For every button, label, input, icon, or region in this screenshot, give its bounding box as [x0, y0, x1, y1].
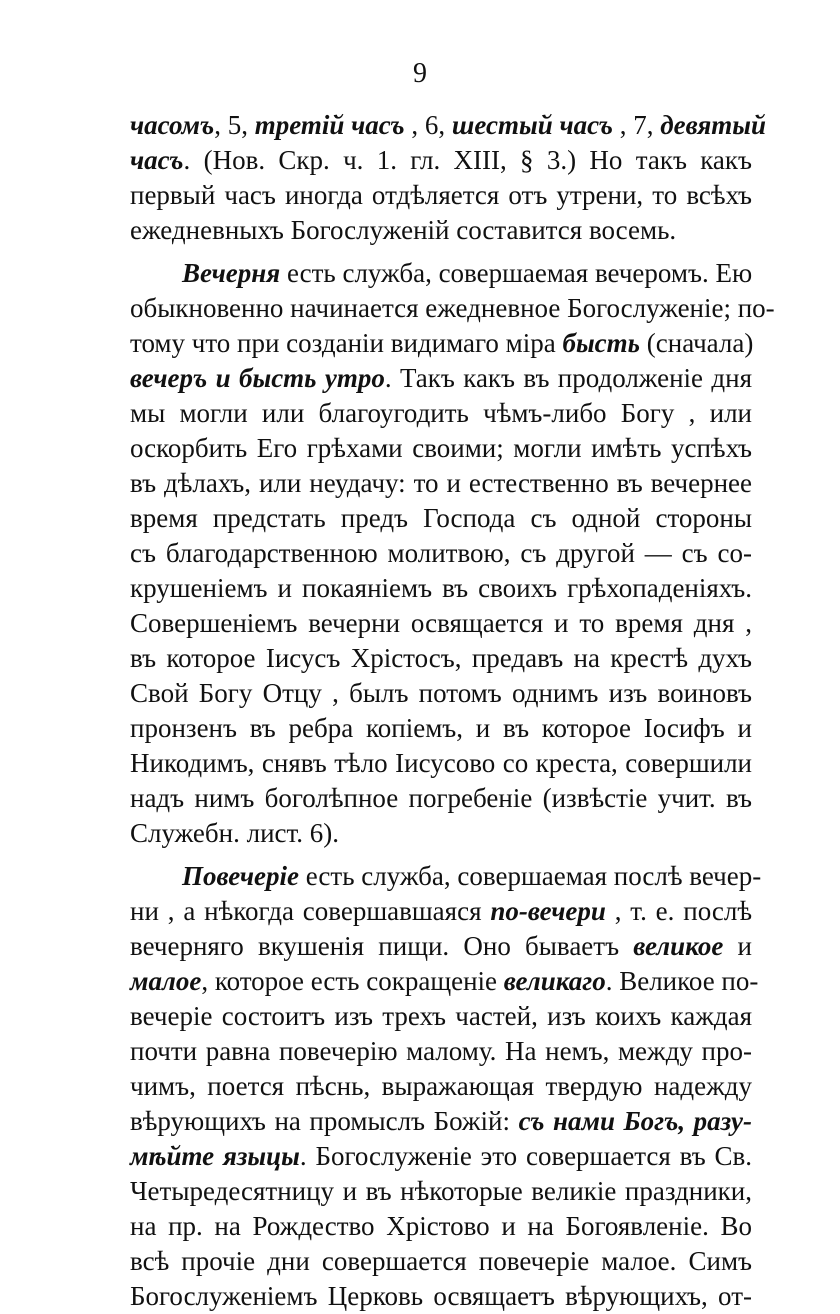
- italic-phrase: девятый: [660, 110, 767, 140]
- text-segment: , 5,: [214, 110, 255, 140]
- text-line: [130, 361, 752, 396]
- text-segment: въ дѣлахъ, или неудачу: то и естественно въ вечернее: [130, 468, 752, 498]
- text-segment: крушеніемъ и покаяніемъ въ своихъ грѣхопаденіяхъ.: [130, 573, 752, 603]
- italic-phrase: съ нами Богъ, разу-: [518, 1106, 752, 1136]
- text-segment: съ благодарственною молитвою, съ другой — съ со-: [130, 538, 752, 568]
- text-line: [130, 396, 752, 431]
- text-segment: (сначала): [640, 328, 754, 358]
- text-segment: вѣрующихъ на промыслъ Божій:: [130, 1106, 519, 1136]
- text-segment: , т. е. послѣ: [605, 896, 752, 926]
- italic-phrase: третій часъ: [254, 110, 405, 140]
- text-line: [130, 108, 767, 143]
- text-line: [130, 641, 752, 676]
- text-line: [130, 746, 752, 781]
- italic-phrase: мѣйте языцы: [130, 1141, 300, 1171]
- italic-phrase: шестый часъ: [451, 110, 614, 140]
- text-line: [130, 929, 752, 964]
- text-line: [130, 1244, 752, 1279]
- text-segment: . Такъ какъ въ продолженіе дня: [384, 363, 752, 393]
- text-segment: ни , а нѣкогда совершавшаяся: [130, 896, 491, 926]
- paragraph: [130, 108, 767, 248]
- paragraph-gap: [130, 248, 752, 256]
- text-line: [130, 859, 762, 894]
- text-segment: . Богослуженіе это совершается въ Св.: [299, 1141, 752, 1171]
- italic-phrase: Вечерня: [182, 258, 281, 288]
- italic-phrase: малое: [130, 966, 202, 996]
- italic-phrase: вечеръ и бысть утро: [130, 363, 385, 393]
- text-line: [130, 431, 752, 466]
- text-line: [130, 1034, 752, 1069]
- text-line: [130, 143, 752, 178]
- text-segment: Свой Богу Отцу , былъ потомъ однимъ изъ воиновъ: [130, 678, 752, 708]
- text-line: [130, 964, 759, 999]
- text-segment: Богослуженіемъ Церковь освящаетъ вѣрующихъ, от-: [130, 1281, 752, 1311]
- text-line: [130, 1209, 752, 1244]
- text-line: [130, 816, 752, 851]
- italic-phrase: бысть: [562, 328, 641, 358]
- italic-phrase: часомъ: [130, 110, 215, 140]
- text-line: [130, 1139, 752, 1174]
- paragraph-gap: [130, 851, 752, 859]
- text-line: [130, 1069, 752, 1104]
- text-line: [130, 571, 752, 606]
- text-segment: . (Нов. Скр. ч. 1. гл. XIII, § 3.) Но такъ какъ: [183, 145, 752, 175]
- text-line: [130, 178, 752, 213]
- text-line: [130, 711, 752, 746]
- text-segment: , 7,: [613, 110, 661, 140]
- text-segment: ежедневныхъ Богослуженій составится восемь.: [130, 215, 677, 245]
- italic-phrase: великое: [633, 931, 724, 961]
- text-segment: . Великое по-: [605, 966, 759, 996]
- body-text: [130, 108, 775, 1314]
- text-line: [130, 1279, 752, 1314]
- text-segment: чимъ, поется пѣснь, выражающая твердую надежду: [130, 1071, 752, 1101]
- text-line: [130, 501, 752, 536]
- text-line: [130, 291, 775, 326]
- italic-phrase: часъ: [130, 145, 184, 175]
- text-line: [130, 606, 752, 641]
- text-line: [130, 326, 752, 361]
- text-line: [130, 781, 752, 816]
- paragraph: [130, 256, 775, 851]
- text-segment: вечерняго вкушенія пищи. Оно бываетъ: [130, 931, 634, 961]
- text-segment: Служебн. лист. 6).: [130, 818, 340, 848]
- text-segment: есть служба, совершаемая вечеромъ. Ею: [280, 258, 753, 288]
- text-line: [130, 256, 752, 291]
- text-segment: Совершеніемъ вечерни освящается и то время дня ,: [130, 608, 752, 638]
- page-number: 9: [413, 58, 427, 89]
- text-segment: Четыредесятницу и въ нѣкоторые великіе праздники,: [130, 1176, 752, 1206]
- text-line: [130, 466, 752, 501]
- text-segment: на пр. на Рождество Хрістово и на Богоявленіе. Во: [130, 1211, 752, 1241]
- text-segment: въ которое Іисусъ Хрістосъ, предавъ на крестѣ духъ: [130, 643, 752, 673]
- text-segment: почти равна повечерію малому. На немъ, между про-: [130, 1036, 752, 1066]
- text-line: [130, 894, 752, 929]
- text-line: [130, 536, 752, 571]
- text-segment: и: [723, 931, 752, 961]
- text-line: [130, 1104, 752, 1139]
- text-segment: , которое есть сокращеніе: [201, 966, 504, 996]
- text-segment: время предстать предъ Господа съ одной стороны: [130, 503, 752, 533]
- text-segment: пронзенъ въ ребра копіемъ, и въ которое Іосифъ и: [130, 713, 752, 743]
- text-segment: первый часъ иногда отдѣляется отъ утрени, то всѣхъ: [130, 180, 752, 210]
- text-segment: оскорбить Его грѣхами своими; могли имѣть успѣхъ: [130, 433, 752, 463]
- text-segment: мы могли или благоугодить чѣмъ-либо Богу , или: [130, 398, 752, 428]
- italic-phrase: великаго: [503, 966, 606, 996]
- text-segment: надъ нимъ боголѣпное погребеніе (извѣстіе учит. въ: [130, 783, 752, 813]
- text-segment: , 6,: [404, 110, 452, 140]
- text-segment: есть служба, совершаемая послѣ вечер-: [299, 861, 762, 891]
- text-line: [130, 999, 752, 1034]
- text-segment: обыкновенно начинается ежедневное Богослуженіе; по-: [130, 293, 775, 323]
- text-segment: вечеріе состоитъ изъ трехъ частей, изъ коихъ каждая: [130, 1001, 752, 1031]
- text-segment: Никодимъ, снявъ тѣло Іисусово со креста, совершили: [130, 748, 752, 778]
- italic-phrase: Повечеріе: [182, 861, 300, 891]
- text-line: [130, 213, 752, 248]
- text-line: [130, 676, 752, 711]
- italic-phrase: по-вечери: [490, 896, 606, 926]
- paragraph: [130, 859, 762, 1314]
- text-line: [130, 1174, 752, 1209]
- text-segment: всѣ прочіе дни совершается повечеріе малое. Симъ: [130, 1246, 752, 1276]
- text-segment: тому что при созданіи видимаго міра: [130, 328, 563, 358]
